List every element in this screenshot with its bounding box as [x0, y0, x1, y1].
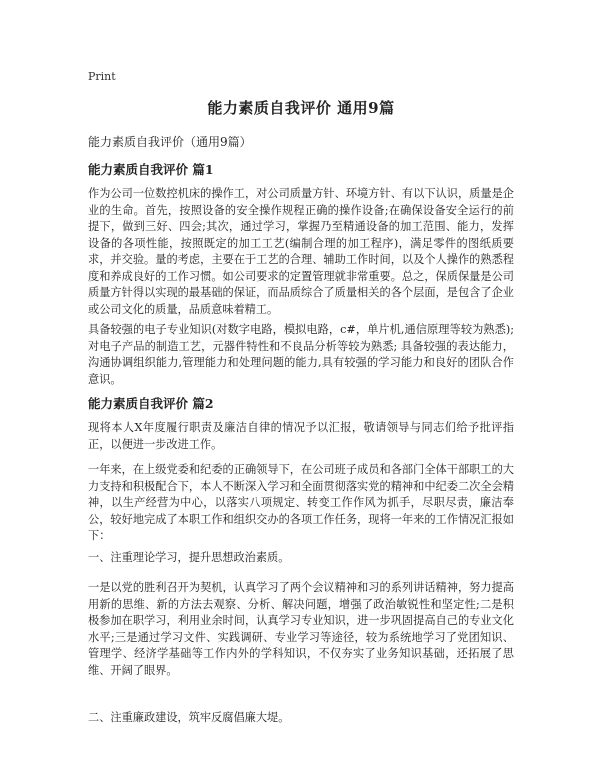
paragraph: 作为公司一位数控机床的操作工，对公司质量方针、环境方针、有以下认识，质量是企业的生命。首先，按照设备的安全操作规程正确的操作设备;在确保设备安全运行的前提下，做到三好、四会;其次，通过学习，掌握乃至精通设备的加工范围、能力，发挥设备的各项性能，按照既定的加工工艺(编制合理的加工程序)，满足零件的图纸质要求，并交验。量的考虑，主要在于工艺的合理、辅助工作时间，以及个人操作的熟悉程度和养成良好的工作习惯。如公司要求的定置管理就非常重要。总之，保质保量是公司质量方针得以实现的最基础的保证，而品质综合了质量相关的各个层面，是包含了企业或公司文化的质量，品质意味着精工。	[88, 187, 514, 316]
document-subtitle: 能力素质自我评价（通用9篇）	[88, 135, 252, 149]
print-link[interactable]: Print	[88, 70, 116, 83]
document-title: 能力素质自我评价 通用9篇	[207, 99, 395, 117]
paragraph: 一、注重理论学习，提升思想政治素质。	[88, 551, 290, 564]
paragraph: 一是以党的胜利召开为契机，认真学习了两个会议精神和习的系列讲话精神，努力提高用新的思维、新的方法去观察、分析、解决问题，增强了政治敏锐性和坚定性;二是积极参加在职学习，利用业余时间，认真学习专业知识，进一步巩固提高自己的专业文化水平;三是通过学习文件、实践调研、专业学习等途径，较为系统地学习了党团知识、管理学、经济学基础等工作内外的学科知识，不仅夯实了业务知识基础，还拓展了思维、开阔了眼界。	[88, 581, 514, 677]
section-heading-1: 能力素质自我评价 篇1	[88, 162, 214, 177]
paragraph: 具备较强的电子专业知识(对数字电路，模拟电路，c#，单片机,通信原理等较为熟悉); 对电子产品的制造工艺，元器件特性和不良品分析等较为熟悉; 具备较强的表达能力，沟通协调组织能力,管理能力和处理问题的能力,具有较强的学习能力和良好的团队合作意识。	[88, 323, 514, 386]
section-heading-2: 能力素质自我评价 篇2	[88, 396, 214, 411]
paragraph: 二、注重廉政建设，筑牢反腐倡廉大堤。	[88, 711, 290, 724]
paragraph: 一年来，在上级党委和纪委的正确领导下，在公司班子成员和各部门全体干部职工的大力支持和积极配合下，本人不断深入学习和全面贯彻落实党的精神和中纪委二次全会精神，以生产经营为中心，以落实八项规定、转变工作作风为抓手，尽职尽责，廉洁奉公，较好地完成了本职工作和组织交办的各项工作任务，现将一年来的工作情况汇报如下：	[88, 463, 514, 542]
paragraph: 现将本人X年度履行职责及廉洁自律的情况予以汇报，敬请领导与同志们给予批评指正，以便进一步改进工作。	[88, 421, 514, 451]
